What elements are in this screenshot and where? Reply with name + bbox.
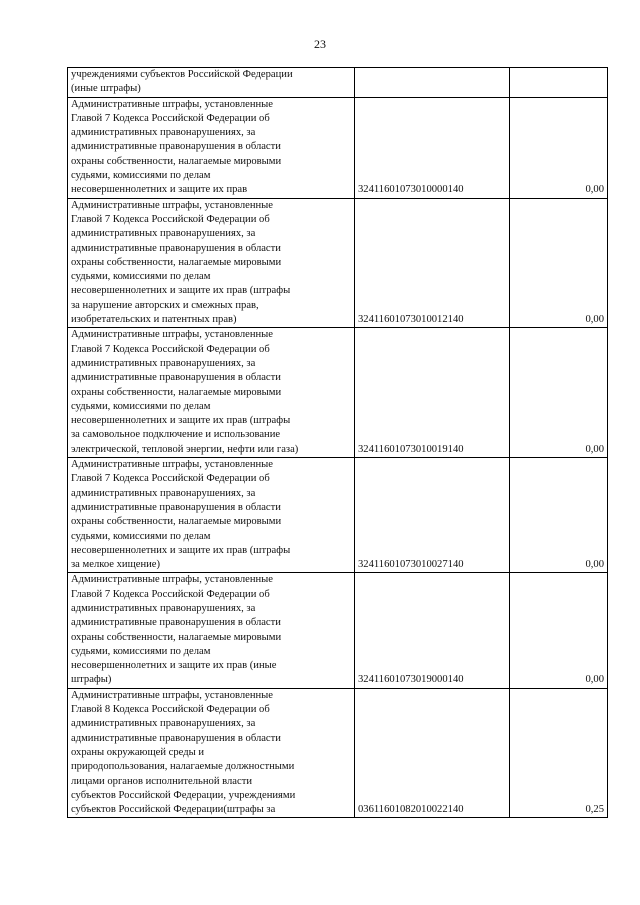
row-description: Административные штрафы, установленные Главой 8 Кодекса Российской Федерации об административных правонарушениях, за административные правонарушения в области охраны окружающей среды и природопользования, налагаемые должностными лицами органов исполнительной власти субъектов Российской Федерации, учреждениями субъектов Российской Федерации(штрафы за xyxy=(68,688,355,818)
table-row xyxy=(68,328,608,458)
row-amount: 0,00 xyxy=(510,573,608,688)
row-amount: 0,00 xyxy=(510,198,608,328)
table-row xyxy=(68,97,608,198)
row-amount: 0,00 xyxy=(510,97,608,198)
table-row xyxy=(68,688,608,818)
row-code: 03611601082010022140 xyxy=(355,688,510,818)
table-row xyxy=(68,573,608,688)
row-code xyxy=(355,68,510,98)
row-description: Административные штрафы, установленные Главой 7 Кодекса Российской Федерации об административных правонарушениях, за административные правонарушения в области охраны собственности, налагаемые мировыми судьями, комиссиями по делам несовершеннолетних и защите их прав (штрафы за мелкое хищение) xyxy=(68,458,355,573)
row-amount: 0,00 xyxy=(510,328,608,458)
table-row xyxy=(68,198,608,328)
row-code: 32411601073010000140 xyxy=(355,97,510,198)
row-code: 32411601073010012140 xyxy=(355,198,510,328)
row-amount: 0,00 xyxy=(510,458,608,573)
table-row xyxy=(68,68,608,98)
row-description: Административные штрафы, установленные Главой 7 Кодекса Российской Федерации об административных правонарушениях, за административные правонарушения в области охраны собственности, налагаемые мировыми судьями, комиссиями по делам несовершеннолетних и защите их прав (штрафы за самовольное подключение и использование электрической, тепловой энергии, нефти или газа) xyxy=(68,328,355,458)
page-number: 23 xyxy=(314,37,326,51)
row-amount xyxy=(510,68,608,98)
row-description: Административные штрафы, установленные Главой 7 Кодекса Российской Федерации об административных правонарушениях, за административные правонарушения в области охраны собственности, налагаемые мировыми судьями, комиссиями по делам несовершеннолетних и защите их прав (штрафы за нарушение авторских и смежных прав, изобретательских и патентных прав) xyxy=(68,198,355,328)
row-code: 32411601073010019140 xyxy=(355,328,510,458)
row-amount: 0,25 xyxy=(510,688,608,818)
budget-table xyxy=(67,67,608,818)
row-code: 32411601073019000140 xyxy=(355,573,510,688)
row-description: Административные штрафы, установленные Главой 7 Кодекса Российской Федерации об административных правонарушениях, за административные правонарушения в области охраны собственности, налагаемые мировыми судьями, комиссиями по делам несовершеннолетних и защите их прав xyxy=(68,97,355,198)
row-code: 32411601073010027140 xyxy=(355,458,510,573)
row-description: учреждениями субъектов Российской Федерации (иные штрафы) xyxy=(68,68,355,98)
table-row xyxy=(68,458,608,573)
row-description: Административные штрафы, установленные Главой 7 Кодекса Российской Федерации об административных правонарушениях, за административные правонарушения в области охраны собственности, налагаемые мировыми судьями, комиссиями по делам несовершеннолетних и защите их прав (иные штрафы) xyxy=(68,573,355,688)
